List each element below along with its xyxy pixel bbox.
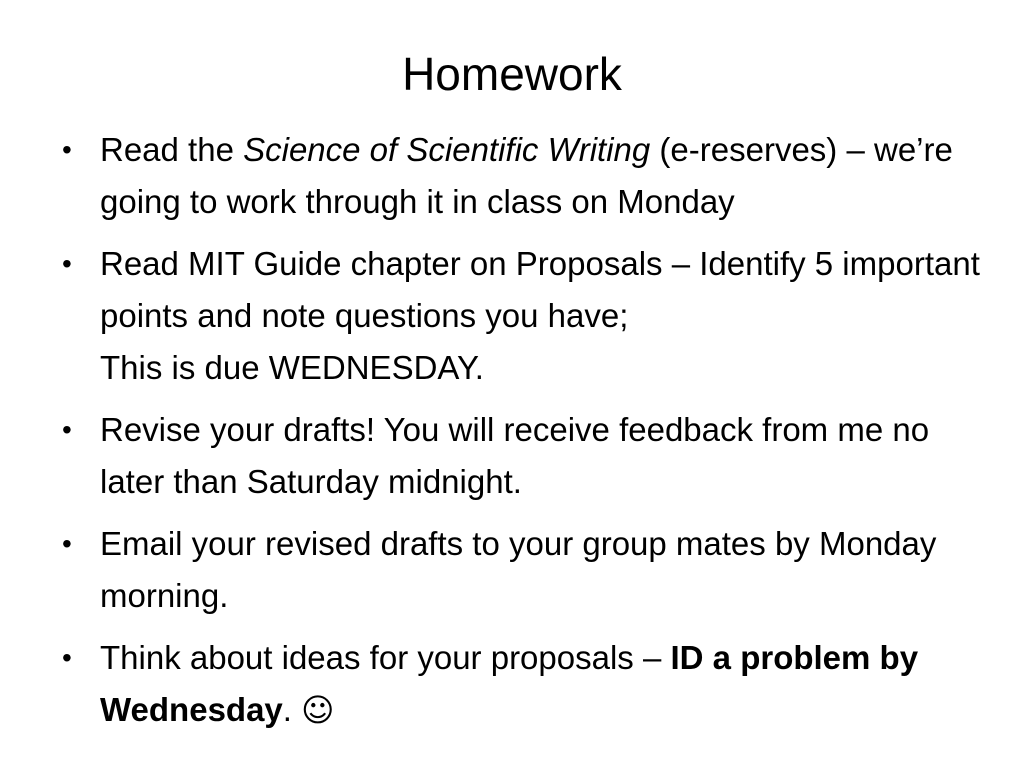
- bullet-item-proposals: [58, 632, 994, 736]
- bullet-icon: •: [62, 528, 72, 559]
- bullet-item-mit-guide: [58, 238, 994, 394]
- bullet-text-pre: Read the: [100, 131, 244, 168]
- bullet-text-line2: This is due WEDNESDAY.: [100, 349, 484, 386]
- bullet-text: Revise your drafts! You will receive feedback from me no later than Saturday midnight.: [100, 411, 930, 500]
- bullet-item-email: [58, 518, 994, 622]
- bullet-item-reading: [58, 124, 994, 228]
- bullet-icon: •: [62, 642, 72, 673]
- bullet-icon: •: [62, 414, 72, 445]
- bullet-text-post: (e-reserves) – we’re going to work through it in class on Monday: [100, 131, 953, 220]
- bullet-text-pre: Think about ideas for your proposals –: [100, 639, 671, 676]
- smiley-icon: ☺: [301, 691, 335, 729]
- bullet-item-revise: [58, 404, 994, 508]
- slide-title: Homework: [402, 48, 622, 100]
- bullet-text-italic: Science of Scientific Writing: [243, 131, 651, 168]
- bullet-icon: •: [62, 134, 72, 165]
- bullet-text-bold: ID a problem by Wednesday: [100, 639, 919, 728]
- bullet-text-line1: Read MIT Guide chapter on Proposals – Identify 5 important points and note questions you have;: [100, 245, 980, 334]
- bullet-list: [58, 124, 994, 746]
- bullet-text: Email your revised drafts to your group mates by Monday morning.: [100, 525, 937, 614]
- bullet-text-post: .: [282, 691, 302, 728]
- bullet-icon: •: [62, 248, 72, 279]
